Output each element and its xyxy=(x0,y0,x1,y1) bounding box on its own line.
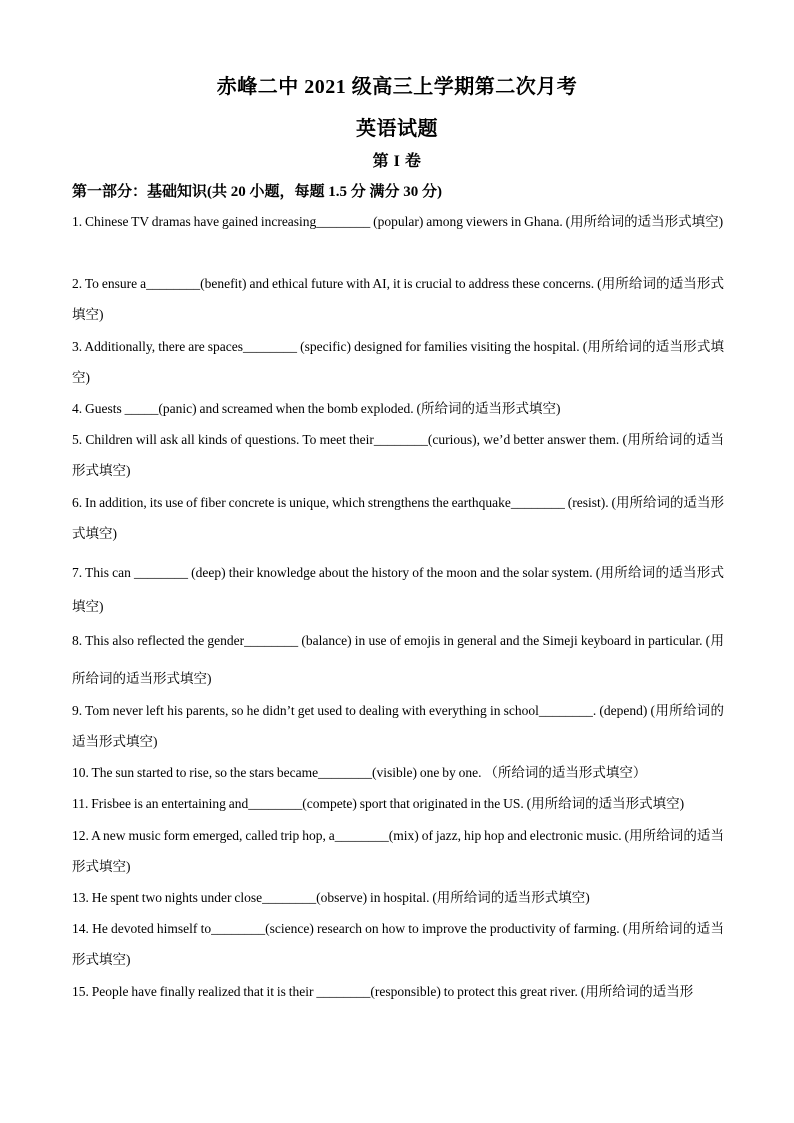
question-10: 10. The sun started to rise, so the stars became________(visible) one by one. （所给词的适当形式填空） xyxy=(72,765,647,780)
section-heading: 第一部分：基础知识(共 20 小题，每题 1.5 分 满分 30 分) xyxy=(72,184,442,200)
question-3: 3. Additionally, there are spaces________ (specific) designed for families visiting the hospital. (用所给词的适当形式填空) xyxy=(72,339,724,385)
question-1: 1. Chinese TV dramas have gained increasing________ (popular) among viewers in Ghana. (用所给词的适当形式填空) xyxy=(72,214,724,229)
question-9: 9. Tom never left his parents, so he didn’t get used to dealing with everything in school________. (depend) (用所给词的适当形式填空) xyxy=(72,703,724,749)
question-4: 4. Guests _____(panic) and screamed when the bomb exploded. (所给词的适当形式填空) xyxy=(72,401,561,416)
question-7: 7. This can ________ (deep) their knowledge about the history of the moon and the solar system. (用所给词的适当形式填空) xyxy=(72,565,724,614)
question-6: 6. In addition, its use of fiber concrete is unique, which strengthens the earthquake________ (resist). (用所给词的适当形式填空) xyxy=(72,495,724,541)
volume-label: 第 I 卷 xyxy=(372,153,422,170)
question-8: 8. This also reflected the gender________ (balance) in use of emojis in general and the Simeji keyboard in particular. (用所给词的适当形式填空) xyxy=(72,633,724,686)
question-2: 2. To ensure a________(benefit) and ethical future with AI, it is crucial to address these concerns. (用所给词的适当形式填空) xyxy=(72,276,724,322)
question-15: 15. People have finally realized that it is their ________(responsible) to protect this great river. (用所给词的适当形 xyxy=(72,984,694,999)
exam-title: 赤峰二中 2021 级高三上学期第二次月考 xyxy=(216,76,578,98)
question-14: 14. He devoted himself to________(science) research on how to improve the productivity of farming. (用所给词的适当形式填空) xyxy=(72,921,724,967)
subject-title: 英语试题 xyxy=(356,118,438,140)
question-5: 5. Children will ask all kinds of questions. To meet their________(curious), we’d better answer them. (用所给词的适当形式填空) xyxy=(72,432,724,478)
question-13: 13. He spent two nights under close________(observe) in hospital. (用所给词的适当形式填空) xyxy=(72,890,590,905)
question-11: 11. Frisbee is an entertaining and________(compete) sport that originated in the US. (用所给词的适当形式填空) xyxy=(72,796,685,811)
question-12: 12. A new music form emerged, called trip hop, a________(mix) of jazz, hip hop and electronic music. (用所给词的适当形式填空) xyxy=(72,828,724,874)
